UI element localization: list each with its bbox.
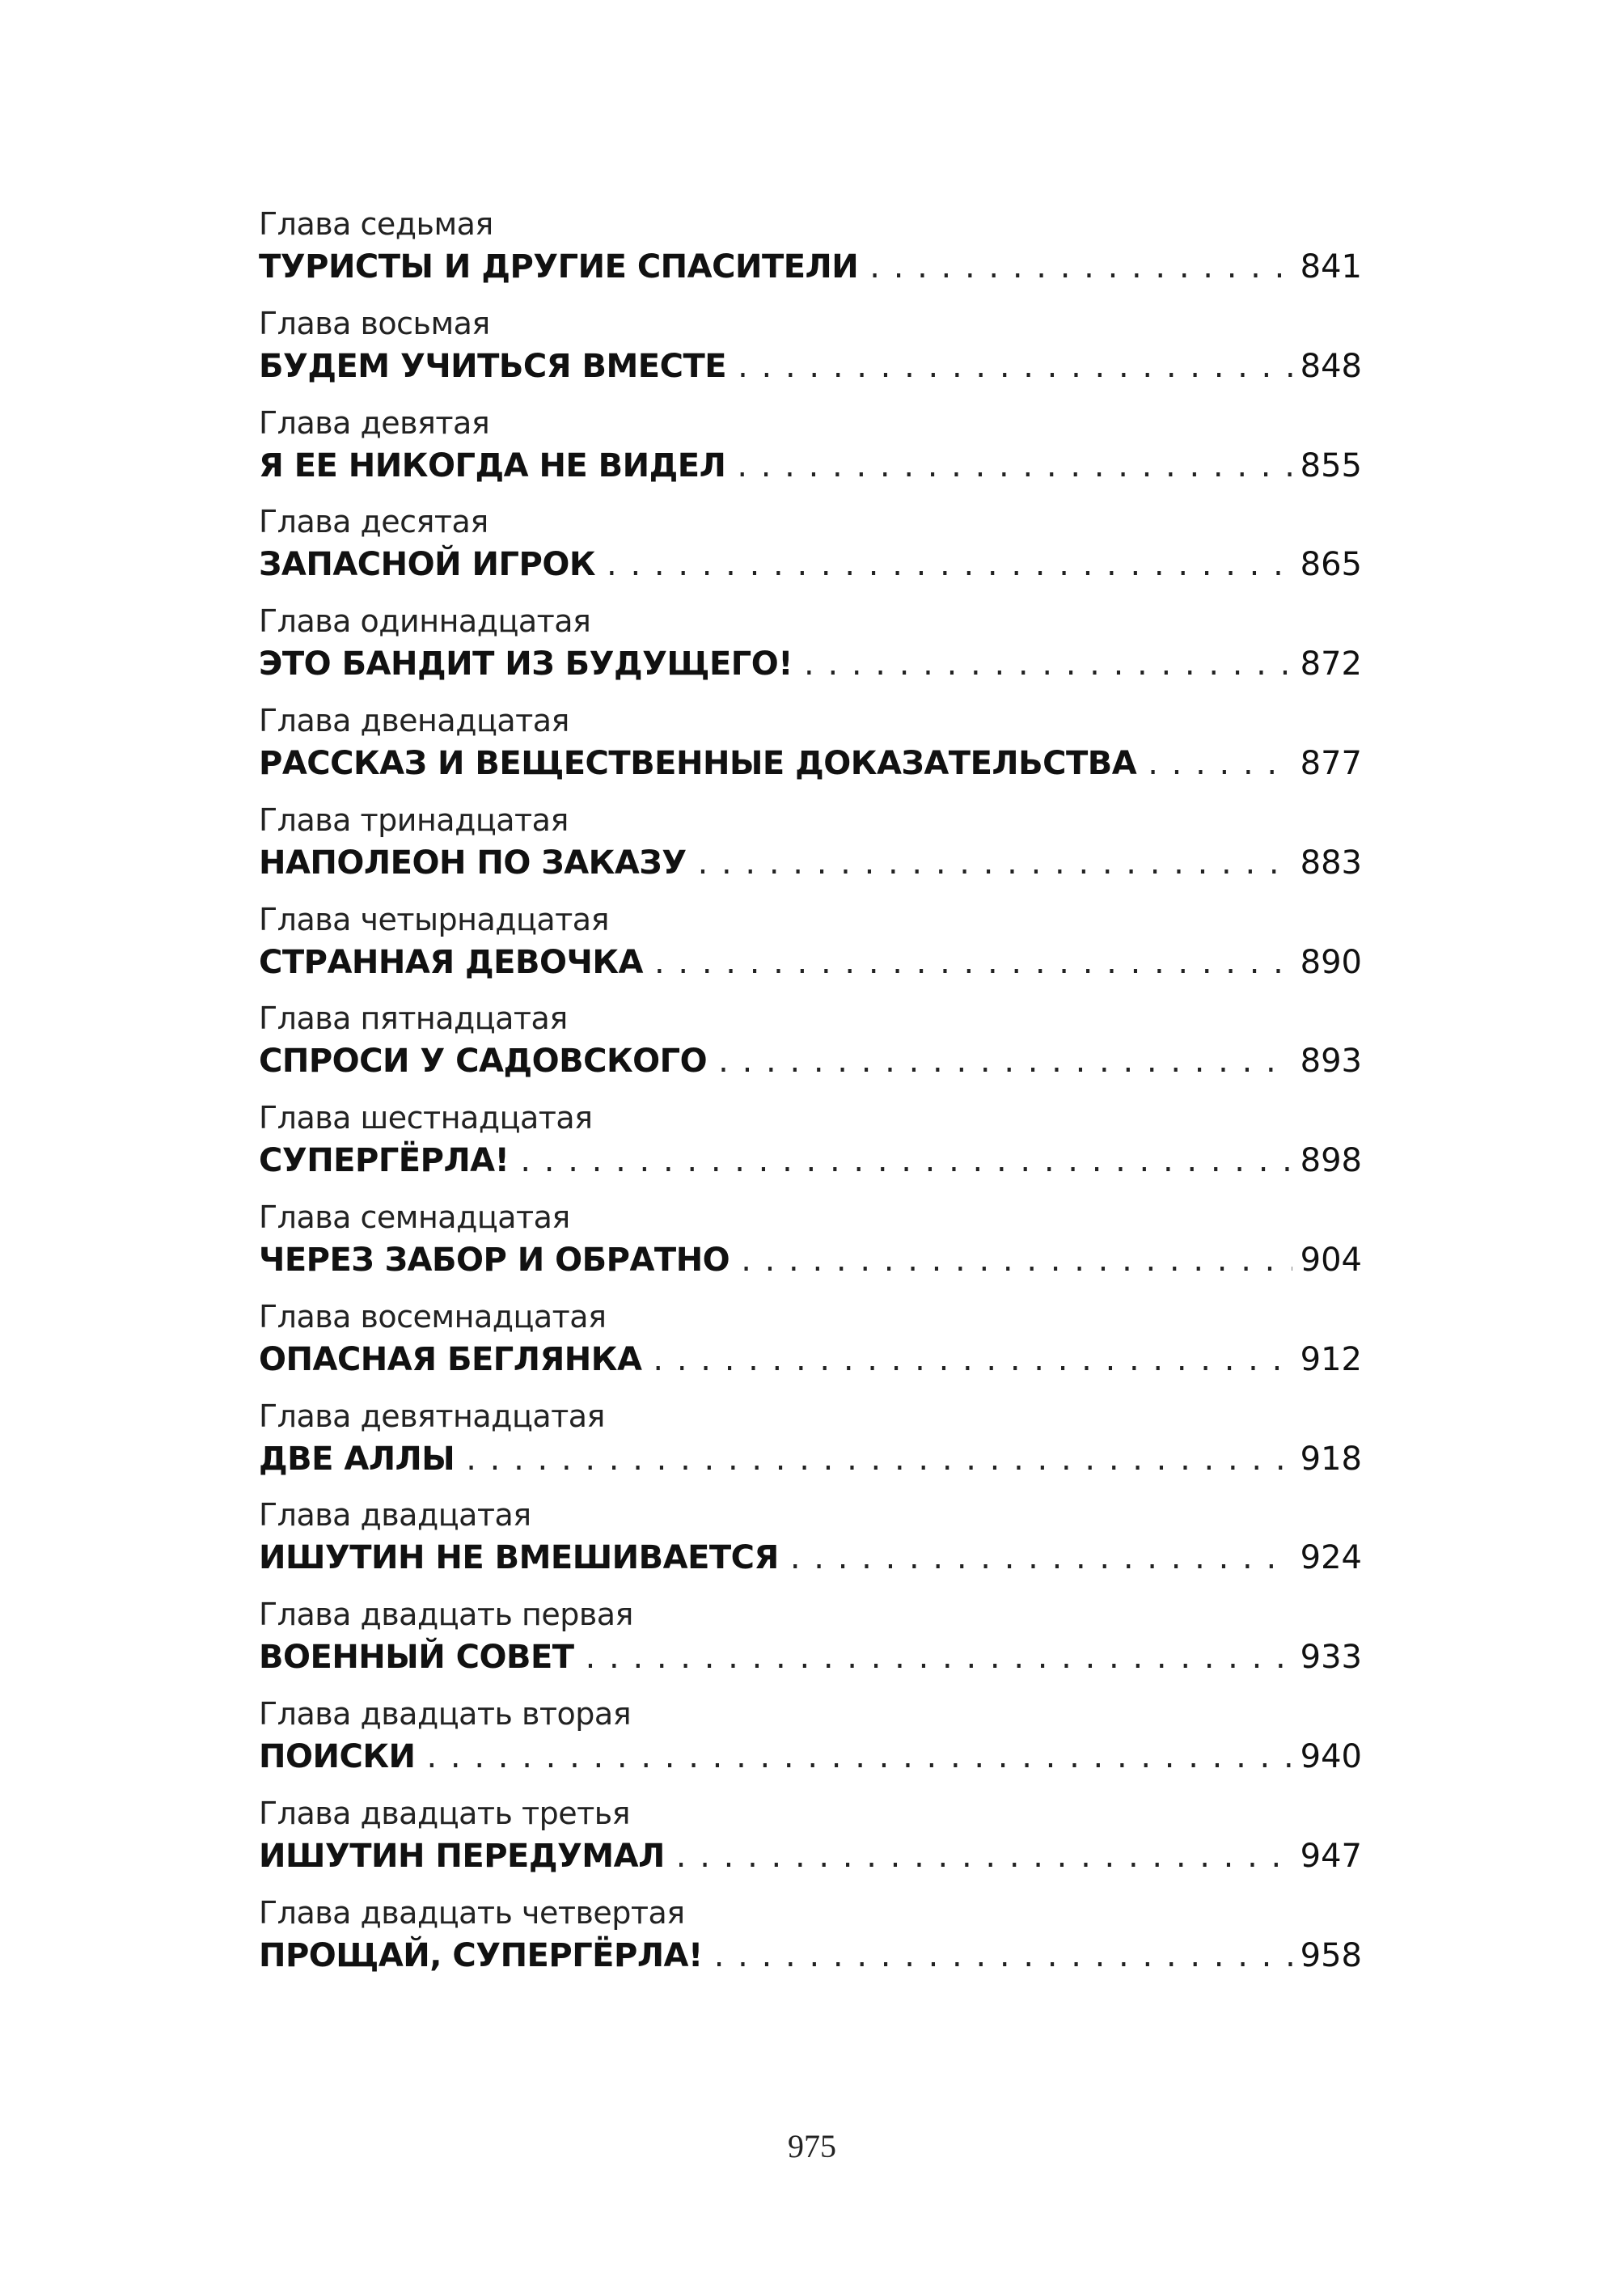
chapter-label: Глава тринадцатая (259, 802, 569, 838)
dot-leader (718, 1039, 1292, 1084)
chapter-page-number: 924 (1300, 1539, 1362, 1577)
chapter-page-number: 958 (1300, 1936, 1362, 1974)
dot-leader (466, 1436, 1292, 1482)
table-of-contents (259, 204, 1362, 1991)
toc-title-row (259, 1734, 1362, 1779)
toc-entry (259, 1098, 1362, 1197)
toc-entry (259, 204, 1362, 303)
chapter-title: ПРОЩАЙ, СУПЕРГЁРЛА! (259, 1936, 703, 1974)
chapter-title: ДВЕ АЛЛЫ (259, 1440, 455, 1478)
toc-entry (259, 998, 1362, 1098)
dot-leader (714, 1933, 1292, 1978)
chapter-page-number: 877 (1300, 744, 1362, 782)
chapter-label: Глава двадцать первая (259, 1597, 633, 1633)
chapter-label: Глава двадцать третья (259, 1795, 631, 1831)
chapter-label: Глава семнадцатая (259, 1199, 570, 1235)
page-number: 975 (788, 2128, 836, 2164)
chapter-page-number: 947 (1300, 1837, 1362, 1875)
dot-leader (607, 542, 1292, 587)
toc-title-row (259, 641, 1362, 687)
toc-title-row (259, 344, 1362, 389)
toc-entry (259, 1793, 1362, 1893)
toc-entry (259, 1495, 1362, 1594)
toc-title-row (259, 1138, 1362, 1183)
chapter-page-number: 872 (1300, 645, 1362, 683)
chapter-label: Глава двенадцатая (259, 702, 569, 738)
toc-title-row (259, 1933, 1362, 1978)
chapter-page-number: 865 (1300, 546, 1362, 584)
chapter-label: Глава девятая (259, 404, 490, 441)
toc-title-row (259, 840, 1362, 886)
chapter-title: ИШУТИН НЕ ВМЕШИВАЕТСЯ (259, 1539, 779, 1577)
chapter-label: Глава восьмая (259, 305, 490, 341)
toc-title-row (259, 1237, 1362, 1283)
chapter-page-number: 890 (1300, 943, 1362, 981)
dot-leader (676, 1834, 1292, 1879)
chapter-page-number: 933 (1300, 1639, 1362, 1677)
chapter-page-number: 848 (1300, 347, 1362, 385)
chapter-label: Глава одиннадцатая (259, 603, 591, 640)
toc-title-row (259, 1834, 1362, 1879)
toc-entry (259, 1893, 1362, 1992)
chapter-label: Глава десятая (259, 504, 488, 540)
toc-entry (259, 800, 1362, 899)
dot-leader (790, 1535, 1292, 1580)
dot-leader (869, 244, 1292, 290)
toc-entry (259, 700, 1362, 800)
chapter-page-number: 904 (1300, 1241, 1362, 1279)
chapter-page-number: 918 (1300, 1440, 1362, 1478)
chapter-page-number: 893 (1300, 1043, 1362, 1081)
toc-entry (259, 1594, 1362, 1694)
toc-entry (259, 1694, 1362, 1793)
chapter-label: Глава пятнадцатая (259, 1001, 568, 1037)
chapter-label: Глава девятнадцатая (259, 1398, 605, 1434)
toc-title-row (259, 1535, 1362, 1580)
chapter-label: Глава шестнадцатая (259, 1100, 593, 1136)
dot-leader (654, 940, 1292, 985)
toc-title-row (259, 1436, 1362, 1482)
chapter-page-number: 841 (1300, 248, 1362, 286)
chapter-label: Глава двадцать четвертая (259, 1894, 685, 1931)
chapter-page-number: 912 (1300, 1340, 1362, 1378)
toc-entry (259, 403, 1362, 502)
dot-leader (653, 1337, 1292, 1382)
toc-entry (259, 899, 1362, 999)
chapter-label: Глава двадцатая (259, 1497, 531, 1534)
toc-title-row (259, 741, 1362, 786)
chapter-title: Я ЕЕ НИКОГДА НЕ ВИДЕЛ (259, 446, 726, 484)
toc-title-row (259, 1039, 1362, 1084)
toc-entry (259, 501, 1362, 601)
dot-leader (737, 443, 1292, 489)
chapter-title: ЧЕРЕЗ ЗАБОР И ОБРАТНО (259, 1241, 730, 1279)
chapter-title: БУДЕМ УЧИТЬСЯ ВМЕСТЕ (259, 347, 727, 385)
chapter-label: Глава двадцать вторая (259, 1695, 632, 1732)
chapter-title: СПРОСИ У САДОВСКОГО (259, 1043, 708, 1081)
toc-title-row (259, 542, 1362, 587)
dot-leader (426, 1734, 1292, 1779)
chapter-title: ПОИСКИ (259, 1737, 416, 1775)
chapter-title: ЭТО БАНДИТ ИЗ БУДУЩЕГО! (259, 645, 793, 683)
toc-title-row (259, 940, 1362, 985)
dot-leader (1148, 741, 1292, 786)
toc-title-row (259, 1635, 1362, 1680)
toc-title-row (259, 1337, 1362, 1382)
dot-leader (741, 1237, 1292, 1283)
chapter-title: ВОЕННЫЙ СОВЕТ (259, 1639, 574, 1677)
toc-entry (259, 601, 1362, 700)
chapter-page-number: 898 (1300, 1142, 1362, 1180)
chapter-title: РАССКАЗ И ВЕЩЕСТВЕННЫЕ ДОКАЗАТЕЛЬСТВА (259, 744, 1137, 782)
toc-title-row (259, 244, 1362, 290)
chapter-page-number: 883 (1300, 844, 1362, 882)
chapter-label: Глава седьмая (259, 206, 493, 242)
dot-leader (586, 1635, 1292, 1680)
dot-leader (804, 641, 1292, 687)
dot-leader (520, 1138, 1292, 1183)
chapter-title: СТРАННАЯ ДЕВОЧКА (259, 943, 643, 981)
chapter-label: Глава четырнадцатая (259, 901, 609, 937)
chapter-title: ЗАПАСНОЙ ИГРОК (259, 546, 596, 584)
chapter-title: НАПОЛЕОН ПО ЗАКАЗУ (259, 844, 687, 882)
toc-entry (259, 1396, 1362, 1496)
toc-entry (259, 303, 1362, 403)
chapter-label: Глава восемнадцатая (259, 1298, 607, 1335)
chapter-title: ТУРИСТЫ И ДРУГИЕ СПАСИТЕЛИ (259, 248, 859, 286)
dot-leader (698, 840, 1292, 886)
toc-title-row (259, 443, 1362, 489)
toc-entry (259, 1197, 1362, 1297)
chapter-page-number: 855 (1300, 446, 1362, 484)
chapter-page-number: 940 (1300, 1737, 1362, 1775)
toc-entry (259, 1297, 1362, 1396)
chapter-title: СУПЕРГЁРЛА! (259, 1142, 510, 1180)
chapter-title: ОПАСНАЯ БЕГЛЯНКА (259, 1340, 642, 1378)
chapter-title: ИШУТИН ПЕРЕДУМАЛ (259, 1837, 665, 1875)
dot-leader (738, 344, 1292, 389)
